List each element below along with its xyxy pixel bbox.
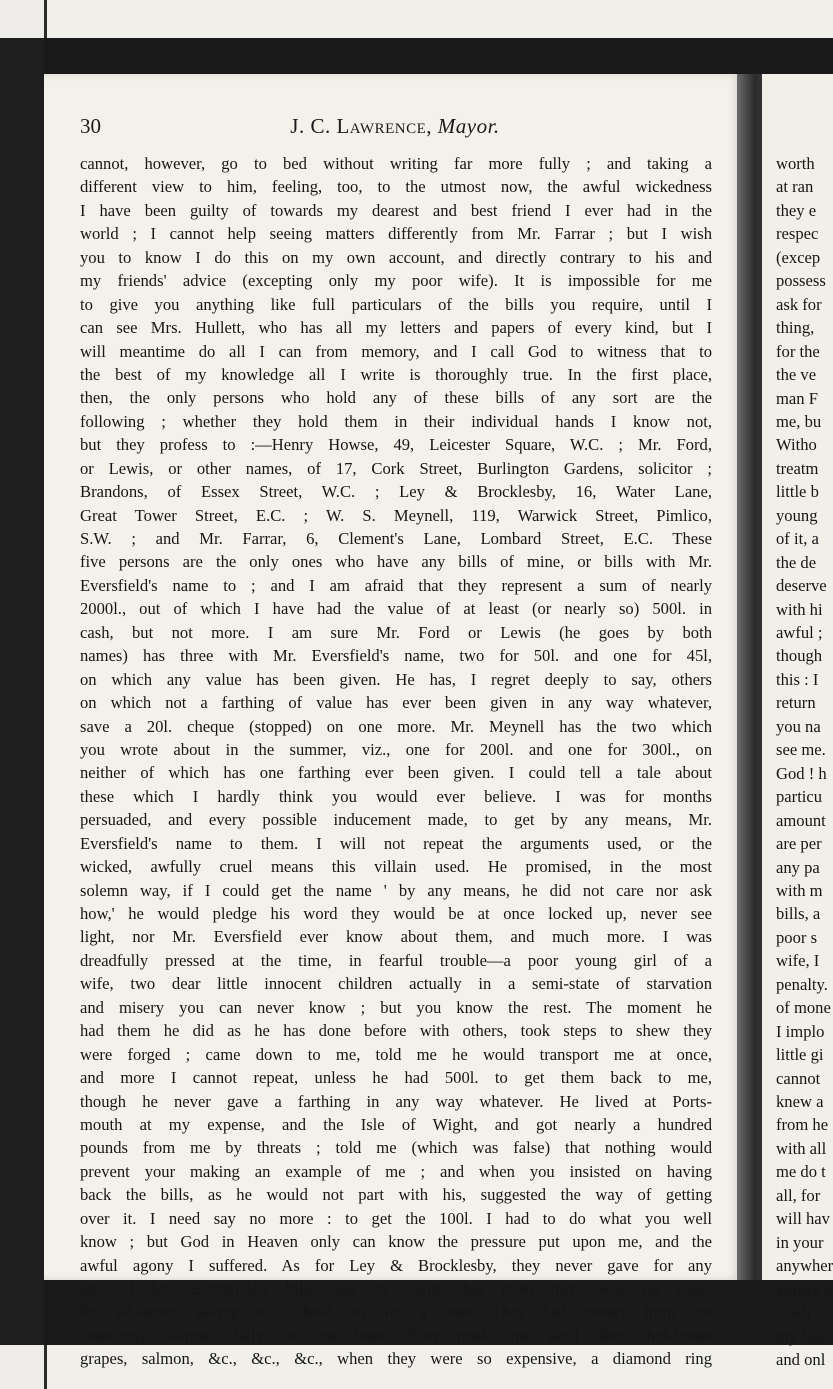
right-page-text-line: this : I [776,669,819,689]
right-page-text-line: with m [776,880,823,900]
text-line: Great Tower Street, E.C. ; W. S. Meynell, 119, Warwick Street, Pimlico, [80,505,712,525]
scan-top-left-edge [0,0,47,38]
scan-left-border [0,38,44,1345]
text-line: then, the only persons who hold any of these bills of any sort are the [80,388,712,408]
text-line: Brandons, of Essex Street, W.C. ; Ley & Brocklesby, 16, Water Lane, [80,482,712,502]
text-line: pounds from me by threats ; told me (which was false) that nothing would [80,1138,712,1158]
right-page-text-line: from he [776,1115,829,1135]
right-page-text-line: respec [776,224,819,244]
page-number: 30 [80,114,101,138]
text-line: the best of my knowledge all I write is thoroughly true. In the first place, [80,364,712,384]
right-page-text-line: any pa [776,857,820,877]
right-page-text-line: wife, I [776,951,820,971]
text-line: S.W. ; and Mr. Farrar, 6, Clement's Lane, Lombard Street, E.C. These [80,529,712,548]
right-page-text-line: little gi [776,1045,824,1065]
right-page-text-line: ask for [776,294,822,314]
text-line: Eversfield's name to them. I will not repeat the arguments used, or the [80,833,712,853]
text-line: light, nor Mr. Eversfield ever know about them, and much more. I was [80,927,712,947]
right-page-text-line: young [776,505,818,525]
text-line: 2000l., out of which I have had the value of at least (or nearly so) 500l. in [80,599,712,619]
right-page-text-line: anywher [776,1256,833,1276]
text-line: but they profess to :—Henry Howse, 49, Leicester Square, W.C. ; Mr. Ford, [80,435,712,455]
right-page-text-line: deserve [776,576,827,596]
right-page-text-line: penalty. [776,974,828,994]
right-page-text-line: awful ; [776,623,823,642]
text-line: these which I hardly think you would ever believe. I was for months [80,786,712,806]
right-page-text-line: with all [776,1138,827,1158]
text-line: world ; I cannot help seeing matters differently from Mr. Farrar ; but I wish [80,224,712,244]
text-line: for whatever, saving to ' hold on' for a time. They had money from me [80,1302,712,1322]
text-line: solemn way, if I could get the name ' by any means, he did not care nor ask [80,880,712,900]
scan-top-margin [0,0,833,38]
right-page-text-line: the ve [776,365,817,385]
right-page-text-line: I implo [776,1021,825,1041]
right-page-text-line: with hi [776,599,823,619]
text-line: or Lewis, or other names, of 17, Cork Street, Burlington Gardens, solicitor ; [80,458,712,478]
right-page-text-line: though [776,646,823,666]
text-line: on which any value has been given. He has, I regret deeply to say, others [80,669,712,689]
right-page-text-line: at ran [776,177,814,197]
right-page-text-line: me do t [776,1162,826,1182]
text-line: had them he did as he has done before with others, took steps to shew they [80,1021,712,1041]
text-line: save a 20l. cheque (stopped) on one more. Mr. Meynell has the two which [80,716,712,736]
right-page-text-line: my busi [776,1326,830,1346]
right-page-text-line: for the [776,341,820,361]
text-line: different view to him, feeling, too, to the utmost now, the awful wickedness [80,177,712,197]
text-line: Eversfield's name to ; and I am afraid that they represent a sum of nearly [80,575,712,595]
right-page-text-line: amount [776,810,826,830]
text-line: and misery you can never know ; but you know the rest. The moment he [80,997,712,1017]
right-page-text-line: thing, [776,318,815,338]
text-line: cash, but not more. I am sure Mr. Ford or Lewis (he goes by both [80,622,712,642]
text-line: can see Mrs. Hullett, who has all my letters and papers of every kind, but I [80,318,712,338]
running-title-role: Mayor. [437,114,500,138]
text-line: how,' he would pledge his word they would be at once locked up, never see [80,904,712,923]
text-line: dreadfully pressed at the time, in fearful trouble—a poor young girl of a [80,950,712,970]
right-page-text-line: Witho [776,435,817,455]
text-line: neither of which has one farthing ever been given. I could tell a tale about [80,763,712,783]
text-line: though he never gave a farthing in any way whatever. He lived at Ports- [80,1091,712,1111]
text-line: grapes, salmon, &c., &c., &c., when they were so expensive, a diamond ring [80,1349,712,1369]
right-page-text-line: you na [776,716,821,736]
text-line: prevent your making an example of me ; and when you insisted on having [80,1161,712,1181]
text-line: wife, two dear little innocent children actually in a semi-state of starvation [80,974,712,994]
text-line: my friends' advice (excepting only my poor wife). It is impossible for me [80,271,712,291]
right-page-text-line: of it, a [776,529,819,549]
text-line: mouth at my expense, and the Isle of Wight, and got nearly a hundred [80,1114,712,1134]
text-line: on which not a farthing of value has ever been given in any way whatever, [80,693,712,713]
right-page-text-line: knows n [776,1279,832,1299]
text-line: know ; but God in Heaven only can know the pressure put upon me, and the [80,1232,712,1252]
text-line: following ; whether they hold them in their individual hands I know not, [80,411,712,431]
text-line: awful agony I suffered. As for Ley & Brocklesby, they never gave for any [80,1255,712,1275]
right-page-text-line: and onl [776,1349,826,1369]
right-page-text-line: all, for [776,1185,821,1205]
text-line: will meantime do all I can from memory, and I call God to witness that to [80,341,712,361]
right-page-text-line: little b [776,482,819,502]
running-title [80,114,710,139]
text-line: back the bills, as he would not part with his, suggested the way of getting [80,1185,712,1205]
text-line: persuaded, and every possible inducement made, to get by any means, Mr. [80,810,712,830]
right-book-page [762,74,833,1369]
text-line: names) has three with Mr. Eversfield's name, two for 50l. and one for 45l, [80,646,712,666]
text-line: to give you anything like full particulars of the bills you require, until I [80,294,712,314]
right-page-text-line: in your [776,1232,824,1252]
right-page-text-line: bills, a [776,904,821,924]
right-page-text-line: will hav [776,1209,830,1229]
right-page-text-line: are per [776,834,822,854]
text-line: one of Mr. Eversfield's bills half its value, but most there was no value [80,1279,712,1298]
right-page-text-line: knew a [776,1092,824,1111]
right-page-text-line: man F [776,388,818,408]
page-body-text [80,152,712,1371]
right-page-text-line: possess [776,271,826,291]
right-page-text-line: poor s [776,927,818,947]
right-page-text-line: (excep [776,247,821,267]
right-page-text-line: of mone [776,998,831,1018]
right-page-text-line: the de [776,552,817,572]
scan-bottom-left-edge [0,1345,47,1389]
right-page-text-line: particu [776,787,823,807]
right-page-text-line: me, bu [776,411,822,431]
right-page-text-line: see me. [776,740,826,760]
text-line: you to know I do this on my own account, and directly contrary to his and [80,247,712,267]
right-page-text-line: God ! h [776,763,827,783]
text-line: you wrote about in the summer, viz., one for 200l. and one for 300l., on [80,739,712,759]
text-line: wicked, awfully cruel means this villain used. He promised, in the most [80,857,712,877]
text-line: constantly, almost daily, at one time. They made me send them hot-house [80,1325,712,1345]
text-line: over it. I need say no more : to get the 100l. I had to do what you well [80,1208,712,1228]
text-line: five persons are the only ones who have any bills of mine, or bills with Mr. [80,552,712,572]
text-line: were forged ; came down to me, told me he would transport me at once, [80,1044,712,1064]
running-title-name: J. C. Lawrence, [290,114,433,138]
right-page-text-line: worth [776,154,815,173]
text-line: cannot, however, go to bed without writing far more fully ; and taking a [80,154,712,173]
text-line: and more I cannot repeat, unless he had 500l. to get them back to me, [80,1068,712,1088]
text-line: I have been guilty of towards my dearest and best friend I ever had in the [80,200,712,220]
right-page-text-line: treatm [776,458,819,478]
right-page-text-line: they e [776,200,817,220]
running-header [80,114,710,142]
right-page-text-line: cannot [776,1068,821,1088]
right-page-text-line: return [776,693,816,713]
right-page-text-line: Fredi [776,1303,812,1323]
